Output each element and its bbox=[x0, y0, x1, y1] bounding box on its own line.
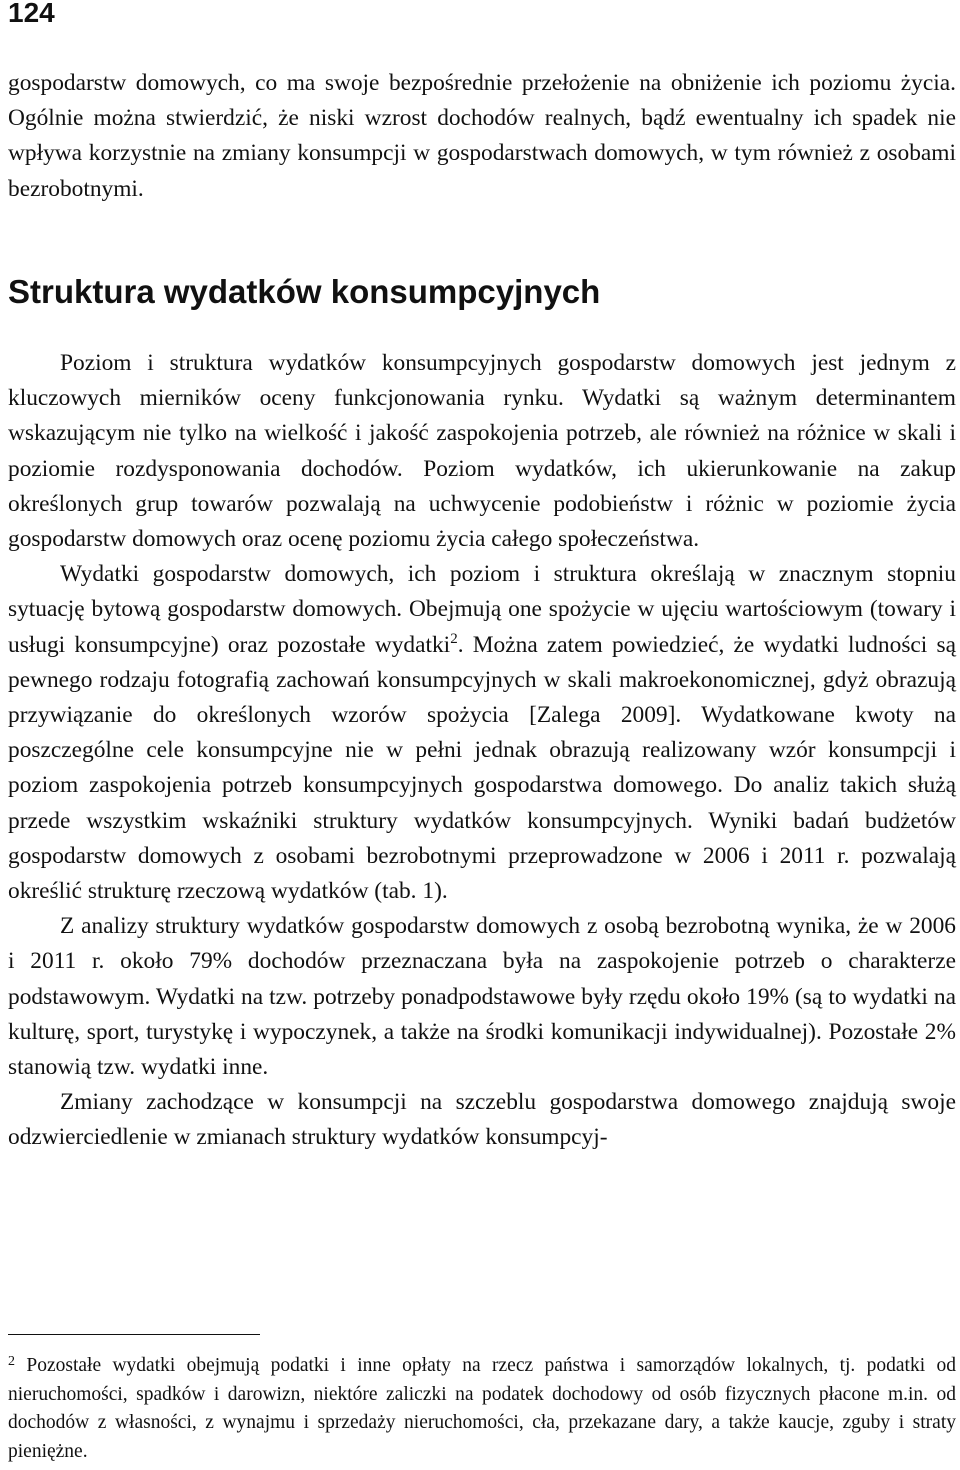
footnote bbox=[8, 1352, 956, 1466]
footnote-reference: 2 bbox=[450, 630, 458, 647]
body-text bbox=[8, 346, 956, 1156]
page-number: 124 bbox=[8, 0, 55, 28]
section-heading: Struktura wydatków konsumpcyjnych bbox=[8, 273, 601, 310]
paragraph: Poziom i struktura wydatków konsumpcyjnych gospodarstw domowych jest jednym z kluczowych mierników oceny funkcjonowania rynku. Wydatki są ważnym determinantem wskazującym nie tylko na wielkość i jakość zaspokojenia potrzeb, ale również na różnice w skali i poziomie rozdysponowania dochodów. Poziom wydatków, ich ukierunkowanie na zakup określonych grup towarów pozwalają na uchwycenie podobieństw i różnic w poziomie życia gospodarstw domowych oraz ocenę poziomu życia całego społeczeństwa. bbox=[8, 350, 956, 553]
footnote-text: Pozostałe wydatki obejmują podatki i inne opłaty na rzecz państwa i samorządów lokalnych, tj. podatki od nieruchomości, spadków i darowizn, niektóre zaliczki na podatek dochodowy od osób fizycznych płacone m.in. od dochodów z własności, z wynajmu i sprzedaży nieruchomości, cła, przekazane dary, a także kaucje, zguby i straty pieniężne. bbox=[8, 1355, 957, 1462]
footnote-divider bbox=[8, 1334, 260, 1335]
paragraph: Zmiany zachodzące w konsumpcji na szczeblu gospodarstwa domowego znajdują swoje odzwierciedlenie w zmianach struktury wydatków konsumpcyj- bbox=[8, 1089, 956, 1151]
paragraph-with-footnote-ref bbox=[8, 557, 956, 909]
intro-paragraph: gospodarstw domowych, co ma swoje bezpośrednie przełożenie na obniżenie ich poziomu życia. Ogólnie można stwierdzić, że niski wzrost dochodów realnych, bądź ewentualny ich spadek nie wpływa korzystnie na zmiany konsumpcji w gospodarstwach domowych, w tym również z osobami bezrobotnymi. bbox=[8, 70, 956, 202]
footnote-marker: 2 bbox=[8, 1354, 15, 1369]
paragraph-text: . Można zatem powiedzieć, że wydatki ludności są pewnego rodzaju fotografią zachowań konsumpcyjnych w skali makroekonomicznej, gdyż obrazują przywiązanie do określonych wzorów spożycia [Zalega 2009]. Wydatkowane kwoty na poszczególne cele konsumpcyjne nie w pełni jednak obrazują realizowany wzór konsumpcji i poziom zaspokojenia potrzeb konsumpcyjnych gospodarstwa domowego. Do analiz takich służą przede wszystkim wskaźniki struktury wydatków konsumpcyjnych. Wyniki badań budżetów gospodarstw domowych z osobami bezrobotnymi przeprowadzone w 2006 i 2011 r. pozwalają określić strukturę rzeczową wydatków (tab. 1). bbox=[8, 631, 957, 905]
paragraph-text: Wydatki gospodarstw domowych, ich poziom i struktura określają w znacznym stopniu sytuację bytową gospodarstw domowych. Obejmują one spożycie w ujęciu wartościowym (towary i usługi konsumpcyjne) oraz pozostałe wydatki bbox=[8, 561, 956, 658]
paragraph: Z analizy struktury wydatków gospodarstw domowych z osobą bezrobotną wynika, że w 2006 i 2011 r. około 79% dochodów przeznaczana była na zaspokojenie potrzeb o charakterze podstawowym. Wydatki na tzw. potrzeby ponadpodstawowe były rzędu około 19% (są to wydatki na kulturę, sport, turystykę i wypoczynek, a także na środki komunikacji indywidualnej). Pozostałe 2% stanowią tzw. wydatki inne. bbox=[8, 913, 956, 1081]
